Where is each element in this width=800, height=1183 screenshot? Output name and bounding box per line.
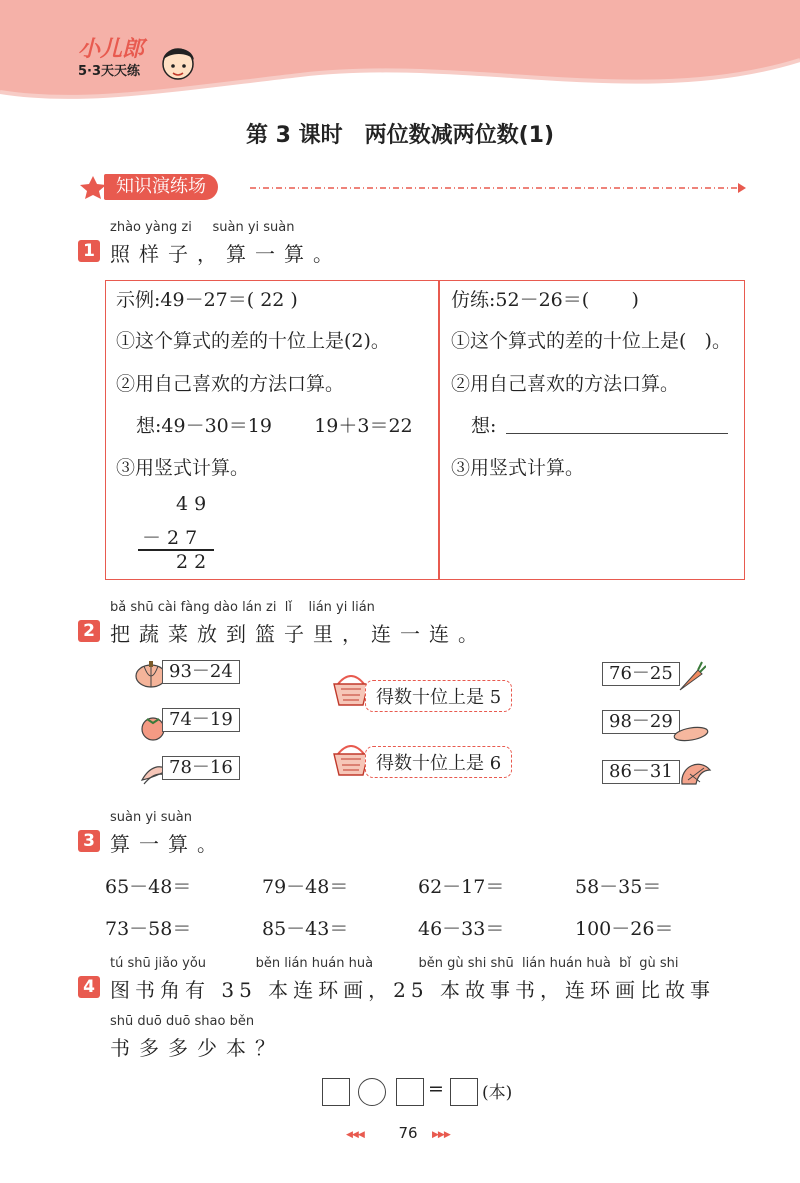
answer-box-1[interactable] — [322, 1078, 350, 1106]
q1-practice: 仿练:52－26＝( ) — [451, 289, 639, 311]
boy-mascot-icon — [158, 40, 198, 88]
carrot-icon — [676, 660, 706, 692]
equals-sign: = — [428, 1078, 444, 1100]
q4-number: 4 — [78, 976, 100, 998]
shrimp-veg-icon — [676, 756, 716, 790]
q3-problem[interactable]: 85－43＝ — [262, 918, 349, 940]
q4-pinyin-1: tú shū jiǎo yǒu běn lián huán huà běn gù shi shū lián huán huà bǐ gù shi — [110, 956, 679, 971]
section-dashed-arrow — [250, 180, 750, 196]
q3-problem[interactable]: 58－35＝ — [575, 876, 662, 898]
q1-vertical-mid: － 2 7 — [142, 527, 198, 549]
left-expr-1[interactable]: 93－24 — [162, 660, 240, 684]
q2-number: 2 — [78, 620, 100, 642]
q1-example: 示例:49－27＝( 22 ) — [116, 289, 298, 311]
q1-example-box — [105, 280, 745, 580]
basket-label-1[interactable]: 得数十位上是 5 — [365, 680, 512, 712]
footer-right-arrows: ▶▶▶ — [432, 1130, 450, 1140]
q2-pinyin: bǎ shū cài fàng dào lán zi lǐ lián yi lián — [110, 600, 375, 615]
brand-logo-text: 小儿郎 — [78, 37, 145, 62]
q4-pinyin-2: shū duō duō shao běn — [110, 1014, 255, 1029]
q1-left-step3: ③用竖式计算。 — [116, 457, 250, 479]
footer-left-arrows: ◀◀◀ — [346, 1130, 364, 1140]
q3-problem[interactable]: 79－48＝ — [262, 876, 349, 898]
right-expr-1[interactable]: 76－25 — [602, 662, 680, 686]
q1-text: 照样子，算一算。 — [110, 242, 342, 266]
q1-number: 1 — [78, 240, 100, 262]
q1-think-answer-line[interactable] — [506, 433, 728, 434]
q3-problem[interactable]: 65－48＝ — [105, 876, 192, 898]
q3-problem[interactable]: 62－17＝ — [418, 876, 505, 898]
q1-right-think: 想: — [471, 415, 497, 437]
basket-label-2[interactable]: 得数十位上是 6 — [365, 746, 512, 778]
page-number: 76 — [398, 1124, 418, 1142]
q4-answer-row — [322, 1076, 542, 1108]
q1-pinyin: zhào yàng zi suàn yi suàn — [110, 220, 295, 235]
q1-right-step3: ③用竖式计算。 — [451, 457, 585, 479]
q3-pinyin: suàn yi suàn — [110, 810, 193, 825]
answer-box-3[interactable] — [450, 1078, 478, 1106]
left-expr-3[interactable]: 78－16 — [162, 756, 240, 780]
q1-right-step2: ②用自己喜欢的方法口算。 — [451, 373, 680, 395]
brand-series: 5·3天天练 — [78, 64, 141, 79]
q1-vertical-result: 2 2 — [176, 551, 207, 573]
q4-line-1: 图书角有 35 本连环画，25 本故事书，连环画比故事 — [110, 978, 715, 1002]
q3-problem[interactable]: 73－58＝ — [105, 918, 192, 940]
left-expr-2[interactable]: 74－19 — [162, 708, 240, 732]
q3-text: 算一算。 — [110, 832, 226, 856]
q3-problem[interactable]: 100－26＝ — [575, 918, 674, 940]
brand-logo — [78, 32, 144, 79]
operator-circle[interactable] — [358, 1078, 386, 1106]
q3-number: 3 — [78, 830, 100, 852]
right-expr-2[interactable]: 98－29 — [602, 710, 680, 734]
q1-left-think: 想:49－30＝19 19＋3＝22 — [136, 415, 413, 437]
q4-line-2: 书多多少本？ — [110, 1036, 284, 1060]
answer-box-2[interactable] — [396, 1078, 424, 1106]
sweet-potato-icon — [672, 722, 710, 746]
lesson-title: 第 3 课时 两位数减两位数(1) — [245, 123, 555, 148]
answer-unit: (本) — [482, 1083, 513, 1103]
q1-left-step1: ①这个算式的差的十位上是(2)。 — [116, 330, 390, 352]
right-expr-3[interactable]: 86－31 — [602, 760, 680, 784]
section-label: 知识演练场 — [104, 174, 218, 200]
q2-text: 把蔬菜放到篮子里，连一连。 — [110, 622, 487, 646]
q1-box-divider — [438, 281, 440, 579]
q1-left-step2: ②用自己喜欢的方法口算。 — [116, 373, 345, 395]
q3-problem[interactable]: 46－33＝ — [418, 918, 505, 940]
q1-vertical-top: 4 9 — [176, 493, 207, 515]
q1-right-step1: ①这个算式的差的十位上是( )。 — [451, 330, 731, 352]
